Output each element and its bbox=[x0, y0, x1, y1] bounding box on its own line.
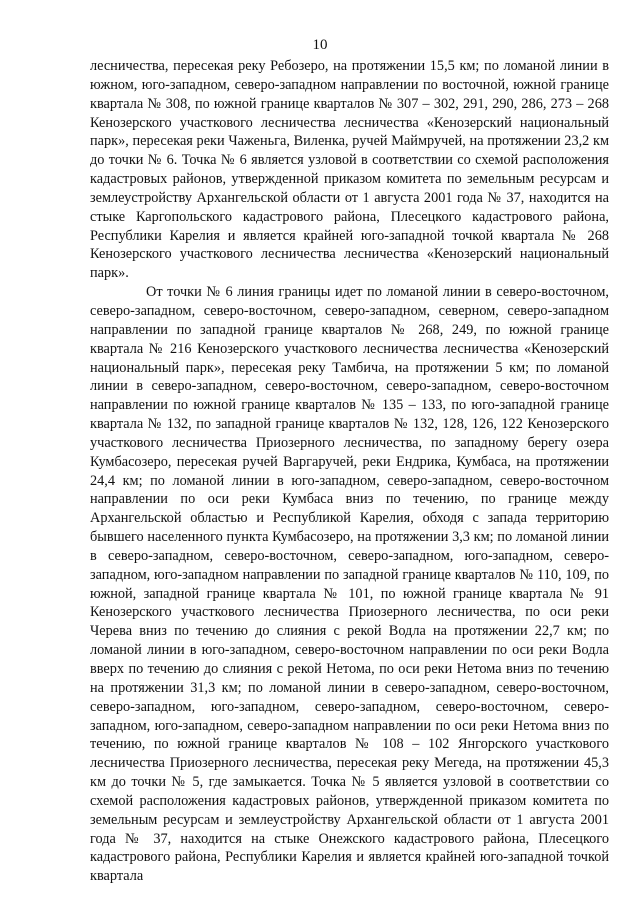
body-text bbox=[90, 57, 609, 886]
page-number: 10 bbox=[312, 37, 328, 53]
paragraph-boundary-from-point-6: От точки № 6 линия границы идет по ломаной линии в северо-восточном, северо-западном, северо-восточном, северо-западном, северном, северо-западном направлении по западной границе кварталов № 268, 249, по южной границе квартала № 216 Кенозерского участкового лесничества лесничества «Кенозерский национальный парк», пересекая реку Тамбича, на протяжении 5 км; по ломаной линии в северо-западном, северо-восточном, северо-западном, северо-восточном направлении по южной границе кварталов № 135 – 133, по юго-западной границе квартала № 132, по западной границе кварталов № 132, 128, 126, 122 Кенозерского участкового лесничества Приозерного лесничества, по западному берегу озера Кумбасозеро, пересекая ручей Варгаручей, реки Ендрика, Кумбаса, на протяжении 24,4 км; по ломаной линии в юго-западном, северо-западном, северо-восточном направлении по оси реки Кумбаса вниз по течению, по границе между Архангельской областью и Республикой Карелия, обходя с запада территорию бывшего населенного пункта Кумбасозеро, на протяжении 3,3 км; по ломаной линии в северо-западном, северо-восточном, северо-западном, юго-западном, северо-западном, юго-западном направлении по западной границе кварталов № 110, 109, по южной, западной границе квартала № 101, по южной границе квартала № 91 Кенозерского участкового лесничества Приозерного лесничества, по оси реки Черева вниз по течению до слияния с рекой Водла на протяжении 22,7 км; по ломаной линии в юго-западном, северо-восточном направлении по оси реки Водла вверх по течению до слияния с рекой Нетома, по оси реки Нетома вниз по течению на протяжении 31,3 км; по ломаной линии в северо-западном, северо-восточном, северо-западном, юго-западном, северо-западном, северо-восточном, северо-западном, юго-западном, северо-западном направлении по оси реки Нетома вниз по течению, по южной границе кварталов № 108 – 102 Янгорского участкового лесничества Приозерного лесничества, пересекая реку Мегеда, на протяжении 45,3 км до точки № 5, где замыкается. Точка № 5 является узловой в соответствии со схемой расположения кадастровых районов, утвержденной приказом комитета по земельным ресурсам и землеустройству Архангельской области от 1 августа 2001 года № 37, находится на стыке Онежского кадастрового района, Плесецкого кадастрового района, Республики Карелия и является крайней юго-западной точкой квартала bbox=[90, 284, 609, 885]
paragraph-continuation: лесничества, пересекая реку Ребозеро, на протяжении 15,5 км; по ломаной линии в южном, юго-западном, северо-западном направлении по восточной, южной границе квартала № 308, по южной границе кварталов № 307 – 302, 291, 290, 286, 273 – 268 Кенозерского участкового лесничества лесничества «Кенозерский национальный парк», пересекая реки Чаженьга, Виленка, ручей Маймручей, на протяжении 23,2 км до точки № 6. Точка № 6 является узловой в соответствии со схемой расположения кадастровых районов, утвержденной приказом комитета по земельным ресурсам и землеустройству Архангельской области от 1 августа 2001 года № 37, находится на стыке Каргопольского кадастрового района, Плесецкого кадастрового района, Республики Карелия и является крайней юго-западной точкой квартала № 268 Кенозерского участкового лесничества лесничества «Кенозерский национальный парк». bbox=[90, 58, 609, 282]
